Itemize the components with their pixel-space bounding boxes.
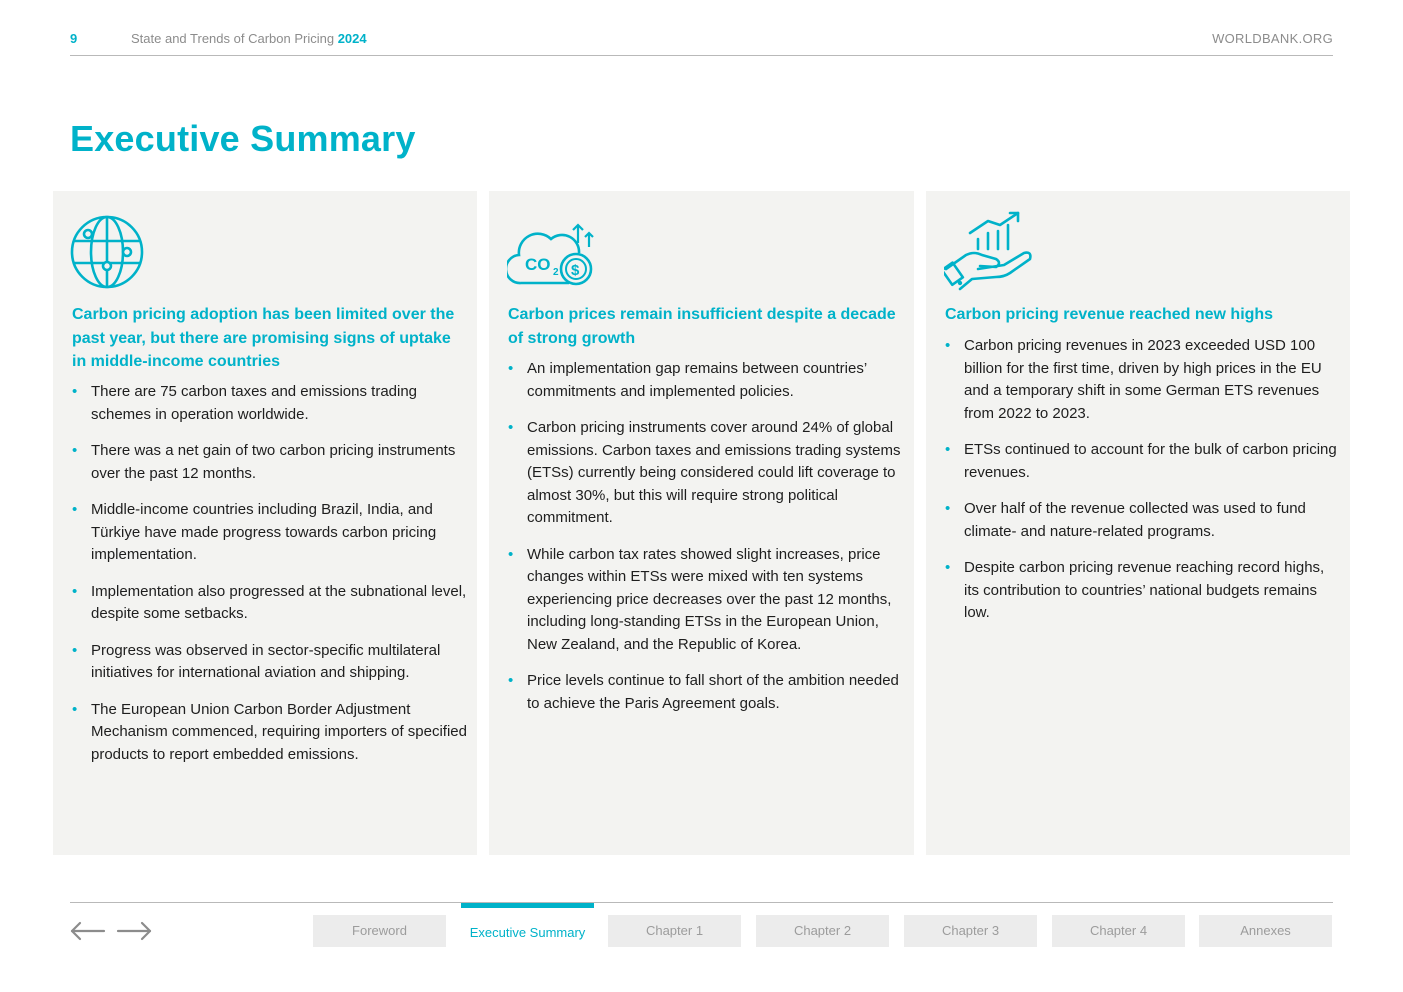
bullet-dot-icon: • <box>72 442 78 459</box>
co2-icon-subscript: 2 <box>553 267 559 278</box>
list-item <box>72 699 467 767</box>
list-item <box>72 640 467 685</box>
tab-chapter-3[interactable]: Chapter 3 <box>904 915 1037 947</box>
globe-icon <box>70 213 164 293</box>
list-item-text: There was a net gain of two carbon pricing instruments over the past 12 months. <box>91 442 456 482</box>
bullet-dot-icon: • <box>508 360 514 377</box>
list-item <box>72 499 467 567</box>
list-item-text: There are 75 carbon taxes and emissions trading schemes in operation worldwide. <box>91 383 418 423</box>
report-year: 2024 <box>337 31 367 46</box>
footer-divider <box>70 902 1333 903</box>
bullet-list <box>508 358 903 729</box>
list-item-text: Carbon pricing instruments cover around 24% of global emissions. Carbon taxes and emissions trading systems (ETSs) currently being considered could lift coverage to almost 30%, but this will require strong political commitment. <box>527 419 901 526</box>
list-item <box>508 358 903 403</box>
list-item-text: ETSs continued to account for the bulk of carbon pricing revenues. <box>964 441 1337 481</box>
bullet-dot-icon: • <box>72 501 78 518</box>
bullet-dot-icon: • <box>72 383 78 400</box>
revenue-growth-icon <box>944 211 1038 291</box>
bullet-list <box>945 335 1340 639</box>
tab-annexes[interactable]: Annexes <box>1199 915 1332 947</box>
bullet-dot-icon: • <box>945 337 951 354</box>
hand-cuff-dot <box>958 281 962 285</box>
list-item-text: Carbon pricing revenues in 2023 exceeded USD 100 billion for the first time, driven by high prices in the EU and a temporary shift in some German ETS revenues from 2022 to 2023. <box>964 337 1322 422</box>
bullet-dot-icon: • <box>72 641 78 659</box>
card-heading: Carbon prices remain insufficient despite a decade of strong growth <box>508 306 896 347</box>
summary-card-adoption <box>53 191 477 855</box>
tab-chapter-2[interactable]: Chapter 2 <box>756 915 889 947</box>
co2-price-icon <box>507 213 601 293</box>
list-item <box>945 557 1340 625</box>
list-item <box>72 440 467 485</box>
list-item-text: Middle-income countries including Brazil, India, and Türkiye have made progress towards carbon pricing implementation. <box>91 501 437 563</box>
report-title-text: State and Trends of Carbon Pricing <box>131 31 335 46</box>
list-item-text: Implementation also progressed at the subnational level, despite some setbacks. <box>91 582 467 622</box>
card-heading: Carbon pricing adoption has been limited over the past year, but there are promising signs of uptake in middle-income countries <box>72 306 455 370</box>
list-item-text: Despite carbon pricing revenue reaching record highs, its contribution to countries’ national budgets remains low. <box>964 559 1325 621</box>
tab-foreword[interactable]: Foreword <box>313 915 446 947</box>
list-item <box>72 381 467 426</box>
bullet-dot-icon: • <box>508 545 514 563</box>
page-header <box>70 31 1333 56</box>
card-heading: Carbon pricing revenue reached new highs <box>945 306 1274 323</box>
site-link[interactable]: WORLDBANK.ORG <box>1212 31 1333 46</box>
report-title <box>131 31 367 46</box>
list-item-text: An implementation gap remains between countries’ commitments and implemented policies. <box>527 360 867 400</box>
list-item-text: Progress was observed in sector-specific multilateral initiatives for international aviation and shipping. <box>91 641 441 681</box>
arrow-right-icon[interactable] <box>115 919 153 943</box>
summary-card-prices <box>489 191 914 855</box>
page-title: Executive Summary <box>70 118 416 159</box>
page-number: 9 <box>70 31 78 46</box>
summary-card-revenue <box>926 191 1350 855</box>
arrow-left-icon[interactable] <box>69 919 107 943</box>
list-item-text: Over half of the revenue collected was used to fund climate- and nature-related programs. <box>964 500 1306 540</box>
bullet-dot-icon: • <box>945 500 951 517</box>
list-item <box>945 439 1340 484</box>
bullet-dot-icon: • <box>945 559 951 576</box>
bullet-dot-icon: • <box>945 441 951 458</box>
list-item <box>508 544 903 657</box>
list-item <box>945 335 1340 425</box>
list-item-text: Price levels continue to fall short of the ambition needed to achieve the Paris Agreement goals. <box>527 672 899 712</box>
co2-icon-text: CO <box>525 255 551 274</box>
list-item <box>508 417 903 530</box>
bullet-dot-icon: • <box>508 419 514 436</box>
bullet-dot-icon: • <box>508 672 514 689</box>
tab-chapter-1[interactable]: Chapter 1 <box>608 915 741 947</box>
dollar-glyph: $ <box>571 262 580 279</box>
tab-chapter-4[interactable]: Chapter 4 <box>1052 915 1185 947</box>
list-item <box>508 670 903 715</box>
bullet-dot-icon: • <box>72 700 78 718</box>
list-item-text: The European Union Carbon Border Adjustment Mechanism commenced, requiring importers of specified products to report embedded emissions. <box>91 700 467 763</box>
list-item <box>72 581 467 626</box>
tab-executive-summary[interactable]: Executive Summary <box>461 903 594 947</box>
list-item <box>945 498 1340 543</box>
list-item-text: While carbon tax rates showed slight increases, price changes within ETSs were mixed with ten systems experiencing price decreases over the past 12 months, including long-standing ETSs in the European Union, New Zealand, and the Republic of Korea. <box>527 545 892 653</box>
bullet-dot-icon: • <box>72 582 78 600</box>
bullet-list <box>72 381 467 780</box>
